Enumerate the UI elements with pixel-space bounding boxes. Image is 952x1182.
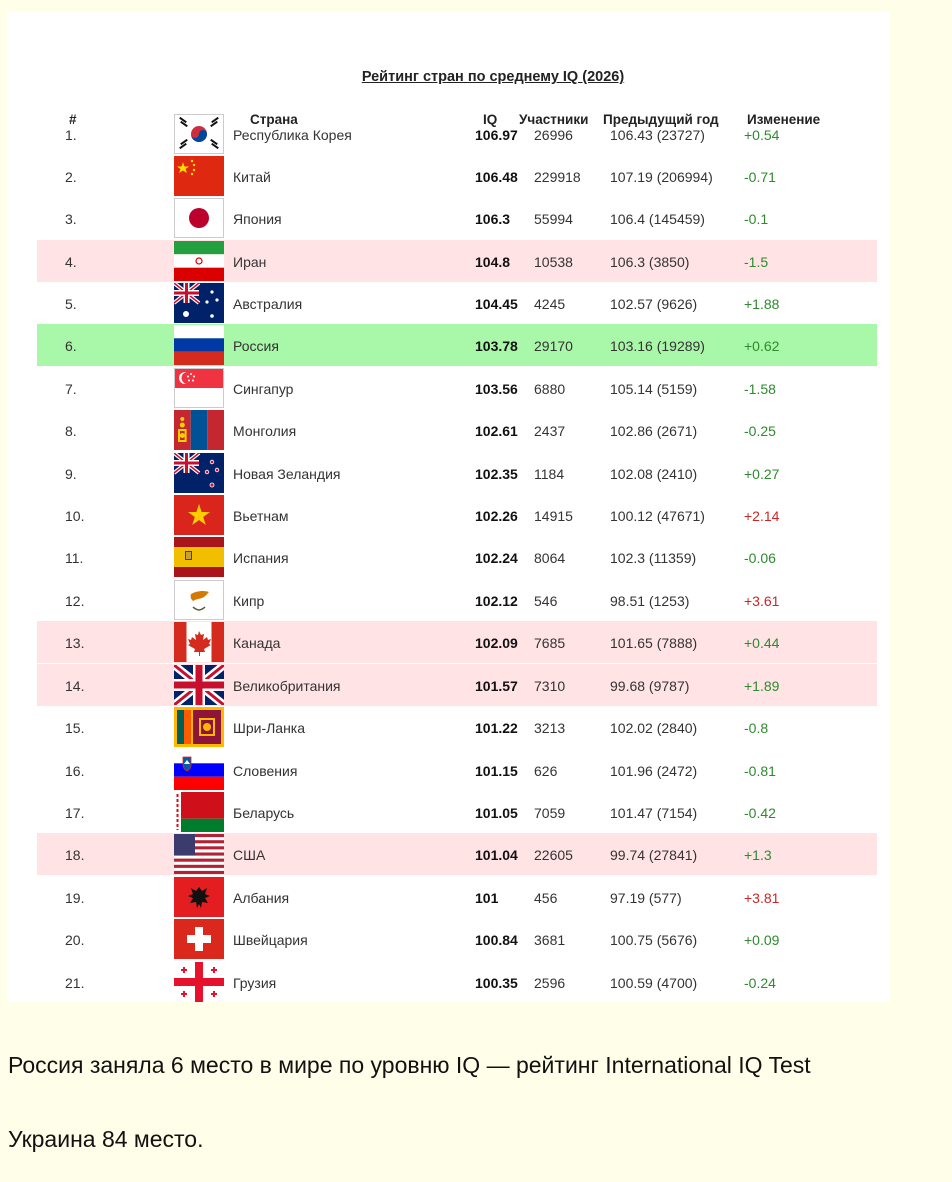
- change-cell: +1.89: [744, 678, 780, 694]
- header-rank: #: [69, 112, 77, 127]
- change-cell: -1.58: [744, 381, 776, 397]
- country-cell: Республика Корея: [233, 127, 352, 143]
- table-row: [37, 409, 877, 451]
- rank-cell: 4.: [65, 254, 77, 270]
- participants-cell: 229918: [534, 169, 581, 185]
- rank-cell: 7.: [65, 381, 77, 397]
- change-cell: -0.81: [744, 763, 776, 779]
- iq-cell: 102.09: [475, 635, 518, 651]
- iq-cell: 101: [475, 890, 499, 906]
- iq-cell: 106.3: [475, 211, 511, 227]
- rank-cell: 13.: [65, 635, 85, 651]
- table-row: [37, 918, 877, 960]
- participants-cell: 4245: [534, 296, 566, 312]
- table-row: [37, 536, 877, 578]
- rank-cell: 18.: [65, 847, 85, 863]
- participants-cell: 626: [534, 763, 558, 779]
- iq-cell: 104.45: [475, 296, 518, 312]
- australia-flag-icon: [174, 283, 224, 323]
- change-cell: +0.27: [744, 466, 780, 482]
- previous-year-cell: 101.47 (7154): [610, 805, 698, 821]
- iq-cell: 101.15: [475, 763, 518, 779]
- iq-cell: 101.57: [475, 678, 518, 694]
- previous-year-cell: 102.57 (9626): [610, 296, 698, 312]
- participants-cell: 29170: [534, 338, 573, 354]
- rank-cell: 11.: [65, 550, 84, 566]
- previous-year-cell: 106.3 (3850): [610, 254, 690, 270]
- table-row: [37, 706, 877, 748]
- previous-year-cell: 98.51 (1253): [610, 593, 690, 609]
- country-cell: Новая Зеландия: [233, 466, 341, 482]
- country-cell: США: [233, 847, 266, 863]
- header-country: Страна: [250, 112, 298, 127]
- country-cell: Китай: [233, 169, 271, 185]
- change-cell: -0.1: [744, 211, 769, 227]
- participants-cell: 456: [534, 890, 558, 906]
- country-cell: Канада: [233, 635, 281, 651]
- usa-flag-icon: [174, 834, 224, 874]
- header-iq: IQ: [483, 112, 498, 127]
- iq-cell: 104.8: [475, 254, 511, 270]
- change-cell: +2.14: [744, 508, 780, 524]
- previous-year-cell: 101.65 (7888): [610, 635, 698, 651]
- iq-cell: 102.24: [475, 550, 518, 566]
- participants-cell: 7685: [534, 635, 566, 651]
- iq-cell: 102.26: [475, 508, 518, 524]
- participants-cell: 26996: [534, 127, 573, 143]
- participants-cell: 55994: [534, 211, 573, 227]
- iq-cell: 106.48: [475, 169, 518, 185]
- previous-year-cell: 102.02 (2840): [610, 720, 698, 736]
- sri-lanka-flag-icon: [174, 707, 224, 747]
- table-row: [37, 155, 877, 197]
- table-row: [37, 876, 877, 918]
- participants-cell: 22605: [534, 847, 573, 863]
- rank-cell: 15.: [65, 720, 85, 736]
- participants-cell: 10538: [534, 254, 573, 270]
- rank-cell: 19.: [65, 890, 85, 906]
- spain-flag-icon: [174, 537, 224, 577]
- rank-cell: 20.: [65, 932, 85, 948]
- change-cell: +0.44: [744, 635, 780, 651]
- iq-cell: 102.61: [475, 423, 518, 439]
- header-previous-year: Предыдущий год: [603, 112, 719, 127]
- iq-cell: 106.97: [475, 127, 518, 143]
- table-row: [37, 791, 877, 833]
- cyprus-flag-icon: [174, 580, 224, 620]
- country-cell: Великобритания: [233, 678, 341, 694]
- previous-year-cell: 100.75 (5676): [610, 932, 698, 948]
- table-title: Рейтинг стран по среднему IQ (2026): [361, 69, 625, 85]
- previous-year-cell: 103.16 (19289): [610, 338, 705, 354]
- rank-cell: 3.: [65, 211, 77, 227]
- iq-cell: 103.56: [475, 381, 518, 397]
- table-row: [37, 452, 877, 494]
- rank-cell: 12.: [65, 593, 85, 609]
- previous-year-cell: 106.43 (23727): [610, 127, 705, 143]
- rank-cell: 8.: [65, 423, 77, 439]
- participants-cell: 2596: [534, 975, 566, 991]
- vietnam-flag-icon: [174, 495, 224, 535]
- participants-cell: 7310: [534, 678, 566, 694]
- previous-year-cell: 100.59 (4700): [610, 975, 698, 991]
- change-cell: +3.81: [744, 890, 780, 906]
- rank-cell: 10.: [65, 508, 85, 524]
- participants-cell: 6880: [534, 381, 566, 397]
- rank-cell: 21.: [65, 975, 85, 991]
- change-cell: +1.88: [744, 296, 780, 312]
- rank-cell: 5.: [65, 296, 77, 312]
- country-cell: Монголия: [233, 423, 297, 439]
- table-row: [37, 494, 877, 536]
- change-cell: +3.61: [744, 593, 780, 609]
- country-cell: Иран: [233, 254, 267, 270]
- change-cell: -0.06: [744, 550, 776, 566]
- change-cell: +0.54: [744, 127, 780, 143]
- change-cell: +1.3: [744, 847, 772, 863]
- participants-cell: 2437: [534, 423, 566, 439]
- participants-cell: 3213: [534, 720, 566, 736]
- previous-year-cell: 99.68 (9787): [610, 678, 690, 694]
- country-cell: Беларусь: [233, 805, 295, 821]
- caption-ukraine-rank: Украина 84 место.: [8, 1126, 204, 1152]
- previous-year-cell: 106.4 (145459): [610, 211, 705, 227]
- country-cell: Грузия: [233, 975, 277, 991]
- previous-year-cell: 101.96 (2472): [610, 763, 698, 779]
- change-cell: -1.5: [744, 254, 769, 270]
- change-cell: -0.25: [744, 423, 776, 439]
- japan-flag-icon: [174, 198, 224, 238]
- country-cell: Кипр: [233, 593, 265, 609]
- table-row: [37, 240, 877, 282]
- previous-year-cell: 107.19 (206994): [610, 169, 713, 185]
- participants-cell: 3681: [534, 932, 566, 948]
- mongolia-flag-icon: [174, 410, 224, 450]
- participants-cell: 7059: [534, 805, 566, 821]
- slovenia-flag-icon: [174, 750, 224, 790]
- participants-cell: 1184: [534, 466, 565, 482]
- change-cell: +0.09: [744, 932, 780, 948]
- singapore-flag-icon: [174, 368, 224, 408]
- rank-cell: 14.: [65, 678, 85, 694]
- change-cell: -0.42: [744, 805, 776, 821]
- canada-flag-icon: [174, 622, 224, 662]
- belarus-flag-icon: [174, 792, 224, 832]
- table-row: [37, 749, 877, 791]
- country-cell: Шри-Ланка: [233, 720, 306, 736]
- caption-russia-rank: Россия заняла 6 место в мире по уровню IQ — рейтинг International IQ Test: [8, 1052, 811, 1078]
- uk-flag-icon: [174, 665, 224, 705]
- country-cell: Швейцария: [233, 932, 308, 948]
- table-row: [37, 664, 877, 706]
- previous-year-cell: 102.08 (2410): [610, 466, 698, 482]
- change-cell: -0.71: [744, 169, 776, 185]
- iq-cell: 101.05: [475, 805, 518, 821]
- previous-year-cell: 102.86 (2671): [610, 423, 698, 439]
- rank-cell: 17.: [65, 805, 85, 821]
- change-cell: -0.24: [744, 975, 776, 991]
- change-cell: +0.62: [744, 338, 780, 354]
- table-row: [37, 113, 877, 155]
- iq-cell: 101.04: [475, 847, 518, 863]
- table-row: [37, 282, 877, 324]
- previous-year-cell: 99.74 (27841): [610, 847, 698, 863]
- iq-cell: 103.78: [475, 338, 518, 354]
- header-change: Изменение: [747, 112, 821, 127]
- rating-table-image: [7, 12, 890, 1002]
- albania-flag-icon: [174, 877, 224, 917]
- change-cell: -0.8: [744, 720, 769, 736]
- korea-flag-icon: [174, 114, 224, 154]
- new-zealand-flag-icon: [174, 453, 224, 493]
- participants-cell: 546: [534, 593, 558, 609]
- rank-cell: 16.: [65, 763, 85, 779]
- russia-flag-icon: [174, 325, 224, 365]
- switzerland-flag-icon: [174, 919, 224, 959]
- rank-cell: 2.: [65, 169, 77, 185]
- previous-year-cell: 100.12 (47671): [610, 508, 705, 524]
- iq-cell: 102.12: [475, 593, 518, 609]
- table-row: [37, 833, 877, 875]
- iq-cell: 100.84: [475, 932, 518, 948]
- country-cell: Албания: [233, 890, 290, 906]
- table-row: [37, 579, 877, 621]
- country-cell: Словения: [233, 763, 298, 779]
- georgia-flag-icon: [174, 962, 224, 1002]
- participants-cell: 8064: [534, 550, 566, 566]
- country-cell: Япония: [233, 211, 282, 227]
- country-cell: Австралия: [233, 296, 303, 312]
- header-participants: Участники: [519, 112, 589, 127]
- table-row: [37, 197, 877, 239]
- table-row: [37, 961, 877, 1003]
- country-cell: Россия: [233, 338, 279, 354]
- country-cell: Сингапур: [233, 381, 294, 397]
- iq-cell: 100.35: [475, 975, 518, 991]
- table-row: [37, 621, 877, 663]
- previous-year-cell: 105.14 (5159): [610, 381, 698, 397]
- iran-flag-icon: [174, 241, 224, 281]
- previous-year-cell: 102.3 (11359): [610, 550, 697, 566]
- iq-cell: 101.22: [475, 720, 518, 736]
- china-flag-icon: [174, 156, 224, 196]
- country-cell: Вьетнам: [233, 508, 289, 524]
- participants-cell: 14915: [534, 508, 573, 524]
- rank-cell: 1.: [65, 127, 77, 143]
- iq-cell: 102.35: [475, 466, 518, 482]
- rank-cell: 9.: [65, 466, 77, 482]
- country-cell: Испания: [233, 550, 289, 566]
- rank-cell: 6.: [65, 338, 77, 354]
- previous-year-cell: 97.19 (577): [610, 890, 682, 906]
- table-row: [37, 324, 877, 366]
- table-row: [37, 367, 877, 409]
